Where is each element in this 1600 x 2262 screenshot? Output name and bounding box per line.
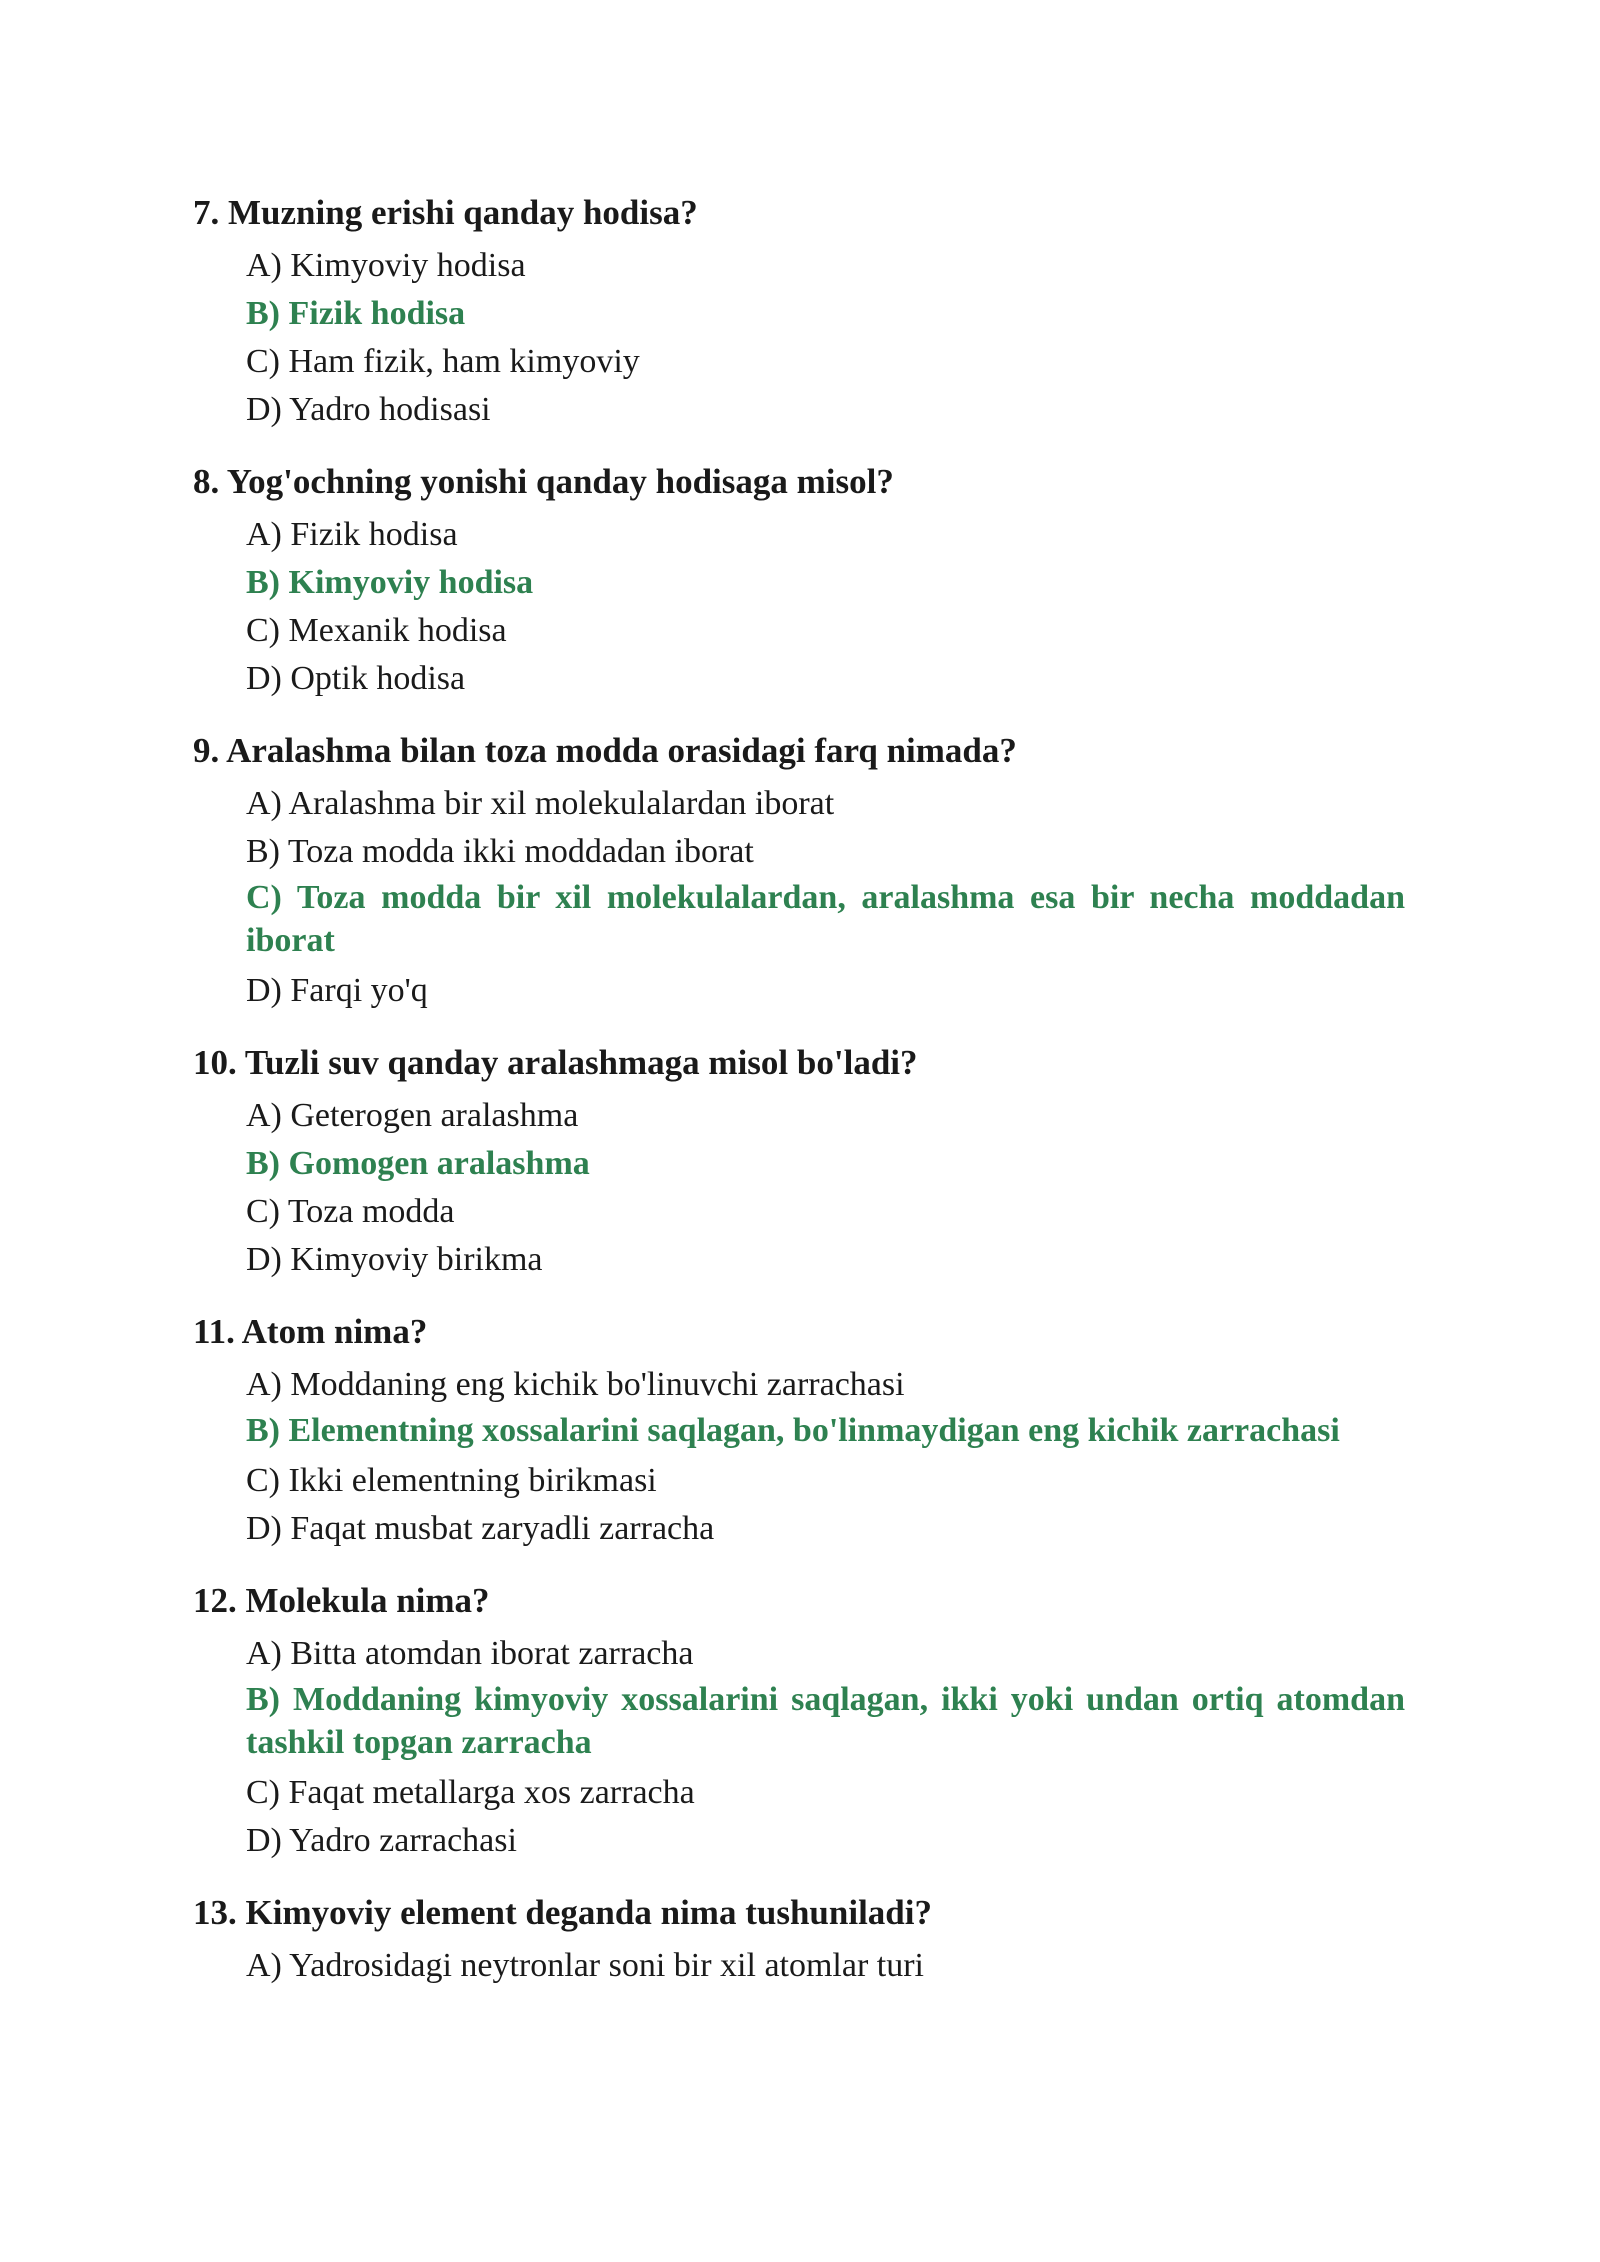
- answer-option-d: D) Yadro zarrachasi: [246, 1822, 517, 1859]
- answer-option-d: D) Kimyoviy birikma: [246, 1241, 543, 1278]
- question-10: [193, 1040, 1405, 1284]
- question-13: [193, 1890, 1405, 1990]
- correct-answer-option-b: B) Elementning xossalarini saqlagan, bo'linmaydigan eng kichik zarrachasi: [246, 1412, 1340, 1449]
- question-title: 9. Aralashma bilan toza modda orasidagi farq nimada?: [193, 731, 1017, 770]
- answer-option-c: C) Toza modda: [246, 1193, 455, 1230]
- answer-option-a: A) Moddaning eng kichik bo'linuvchi zarrachasi: [246, 1366, 905, 1403]
- question-title: 8. Yog'ochning yonishi qanday hodisaga misol?: [193, 462, 894, 501]
- answer-option-a: A) Geterogen aralashma: [246, 1097, 579, 1134]
- question-7: [193, 190, 1405, 434]
- question-title: 13. Kimyoviy element deganda nima tushuniladi?: [193, 1893, 932, 1932]
- question-11: [193, 1309, 1405, 1553]
- quiz-page: [193, 190, 1405, 2015]
- correct-answer-option-b: B) Kimyoviy hodisa: [246, 564, 534, 601]
- answer-options: [193, 511, 1405, 703]
- answer-option-a: A) Aralashma bir xil molekulalardan iborat: [246, 785, 835, 822]
- question-9: [193, 728, 1405, 1015]
- answer-option-a: A) Fizik hodisa: [246, 516, 458, 553]
- question-title: 12. Molekula nima?: [193, 1581, 490, 1620]
- answer-options: [193, 242, 1405, 434]
- question-8: [193, 459, 1405, 703]
- correct-answer-option-b: B) Gomogen aralashma: [246, 1145, 590, 1182]
- answer-option-a: A) Bitta atomdan iborat zarracha: [246, 1635, 694, 1672]
- correct-answer-option-c: C) Toza modda bir xil molekulalardan, aralashma esa bir necha moddadan iborat: [246, 879, 1405, 959]
- answer-options: [193, 1361, 1405, 1553]
- question-title: 10. Tuzli suv qanday aralashmaga misol bo'ladi?: [193, 1043, 918, 1082]
- answer-option-a: A) Kimyoviy hodisa: [246, 247, 526, 284]
- correct-answer-option-b: B) Moddaning kimyoviy xossalarini saqlagan, ikki yoki undan ortiq atomdan tashkil topgan zarracha: [246, 1681, 1405, 1761]
- answer-option-a: A) Yadrosidagi neytronlar soni bir xil atomlar turi: [246, 1947, 925, 1984]
- question-12: [193, 1578, 1405, 1865]
- answer-option-d: D) Optik hodisa: [246, 660, 466, 697]
- answer-options: [193, 780, 1405, 1015]
- answer-option-d: D) Faqat musbat zaryadli zarracha: [246, 1510, 715, 1547]
- answer-option-d: D) Yadro hodisasi: [246, 391, 491, 428]
- question-title: 7. Muzning erishi qanday hodisa?: [193, 193, 698, 232]
- answer-option-c: C) Faqat metallarga xos zarracha: [246, 1774, 695, 1811]
- answer-option-b: B) Toza modda ikki moddadan iborat: [246, 833, 754, 870]
- answer-option-c: C) Mexanik hodisa: [246, 612, 507, 649]
- correct-answer-option-b: B) Fizik hodisa: [246, 295, 466, 332]
- answer-options: [193, 1942, 1405, 1990]
- answer-option-c: C) Ham fizik, ham kimyoviy: [246, 343, 640, 380]
- answer-options: [193, 1092, 1405, 1284]
- answer-options: [193, 1630, 1405, 1865]
- answer-option-c: C) Ikki elementning birikmasi: [246, 1462, 657, 1499]
- question-title: 11. Atom nima?: [193, 1312, 428, 1351]
- answer-option-d: D) Farqi yo'q: [246, 972, 428, 1009]
